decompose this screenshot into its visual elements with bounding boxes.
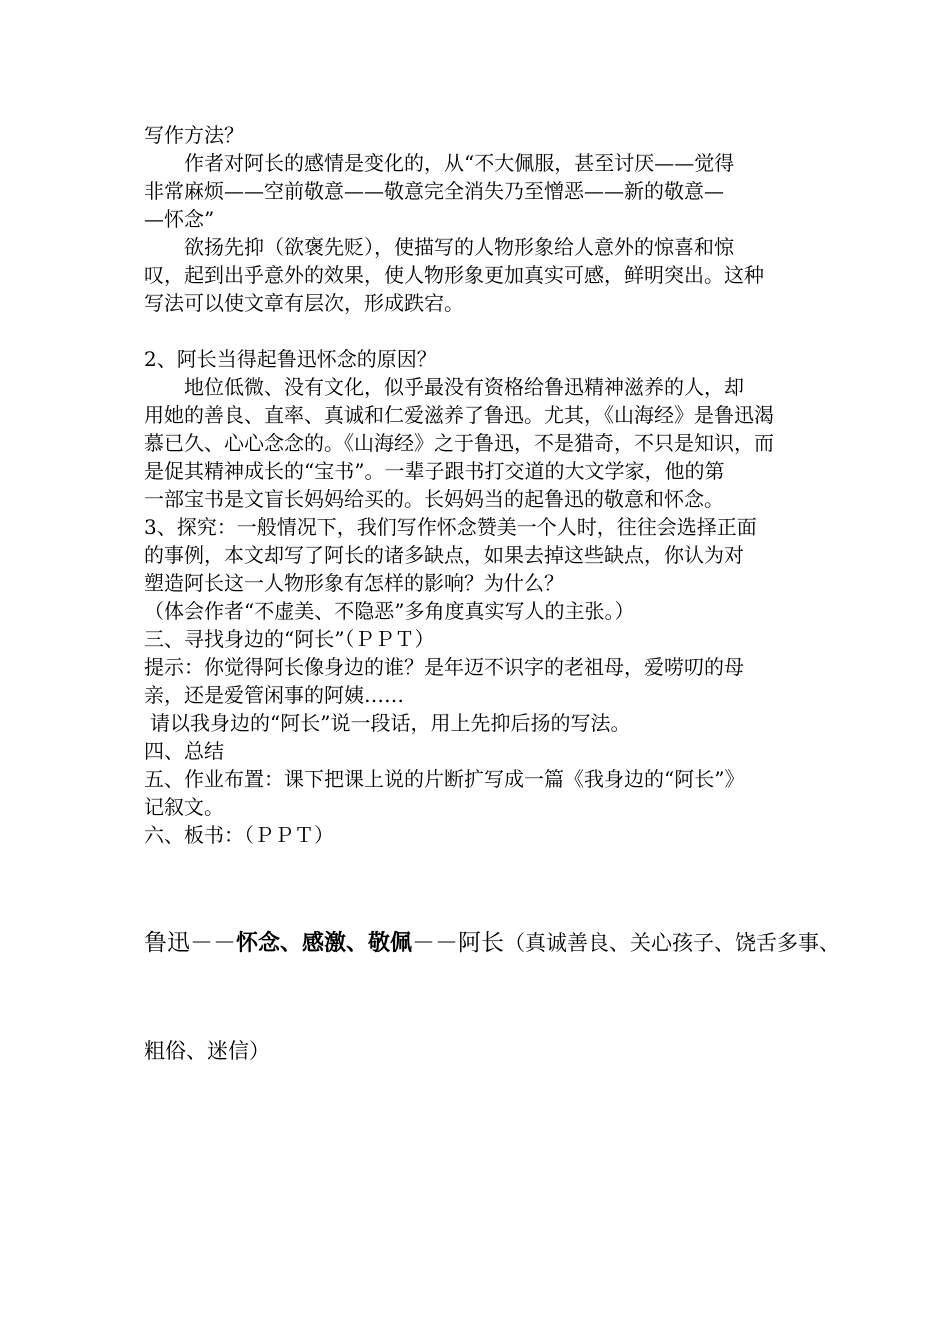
- section-heading: 2、阿长当得起鲁迅怀念的原因？: [144, 347, 437, 371]
- text-line: 亲，还是爱管闲事的阿姨……: [144, 683, 404, 707]
- text-line: 欲扬先抑（欲褒先贬），使描写的人物形象给人意外的惊喜和惊: [184, 235, 734, 259]
- text-line: 记叙文。: [144, 795, 224, 819]
- board-right: －－阿长: [412, 930, 505, 956]
- board-left: 鲁迅－－: [144, 930, 236, 956]
- board-note-line-1: （真诚善良、关心孩子、饶舌多事、: [504, 931, 841, 955]
- text-line: 塑造阿长这一人物形象有怎样的影响？为什么？: [144, 571, 564, 595]
- section-heading: 六、板书：（ＰＰＴ）: [144, 823, 334, 847]
- text-line: 用她的善良、直率、真诚和仁爱滋养了鲁迅。尤其，《山海经》是鲁迅渴: [144, 403, 774, 427]
- text-line: 写法可以使文章有层次，形成跌宕。: [144, 291, 464, 315]
- document-page: [144, 121, 841, 1141]
- text-line: 非常麻烦——空前敬意——敬意完全消失乃至憎恶——新的敬意—: [144, 179, 724, 203]
- text-line: 提示：你觉得阿长像身边的谁？是年迈不识字的老祖母，爱唠叨的母: [144, 655, 744, 679]
- text-line: （体会作者“不虚美、不隐恶”多角度真实写人的主张。）: [144, 599, 635, 623]
- text-line: 写作方法？: [144, 123, 244, 147]
- text-line: 是促其精神成长的“宝书”。一辈子跟书打交道的大文学家，他的第: [144, 459, 725, 483]
- text-line: 一部宝书是文盲长妈妈给买的。长妈妈当的起鲁迅的敬意和怀念。: [144, 487, 724, 511]
- board-line-1: [144, 925, 841, 961]
- paragraph-gap: [144, 317, 812, 345]
- board-note-line-2: 粗俗、迷信）: [144, 1039, 270, 1063]
- section-heading: 四、总结: [144, 739, 224, 763]
- text-line: —怀念”: [144, 207, 215, 231]
- text-line: 叹，起到出乎意外的效果，使人物形象更加真实可感，鲜明突出。这种: [144, 263, 764, 287]
- text-line: 慕已久、心心念念的。《山海经》之于鲁迅，不是猎奇，不只是知识，而: [144, 431, 774, 455]
- section-heading: 三、寻找身边的“阿长”（ＰＰＴ）: [144, 627, 435, 651]
- section-heading: 3、探究：一般情况下，我们写作怀念赞美一个人时，往往会选择正面: [144, 515, 757, 539]
- section-heading: 五、作业布置：课下把课上说的片断扩写成一篇《我身边的“阿长”》: [144, 767, 745, 791]
- text-line: 作者对阿长的感情是变化的，从“不大佩服，甚至讨厌——觉得: [184, 151, 735, 175]
- blackboard-summary: [144, 853, 841, 1141]
- text-line: 请以我身边的“阿长”说一段话，用上先抑后扬的写法。: [150, 711, 631, 735]
- text-line: 地位低微、没有文化，似乎最没有资格给鲁迅精神滋养的人，却: [184, 375, 744, 399]
- board-middle: 怀念、感激、敬佩: [236, 930, 413, 956]
- text-line: 的事例，本文却写了阿长的诸多缺点，如果去掉这些缺点，你认为对: [144, 543, 744, 567]
